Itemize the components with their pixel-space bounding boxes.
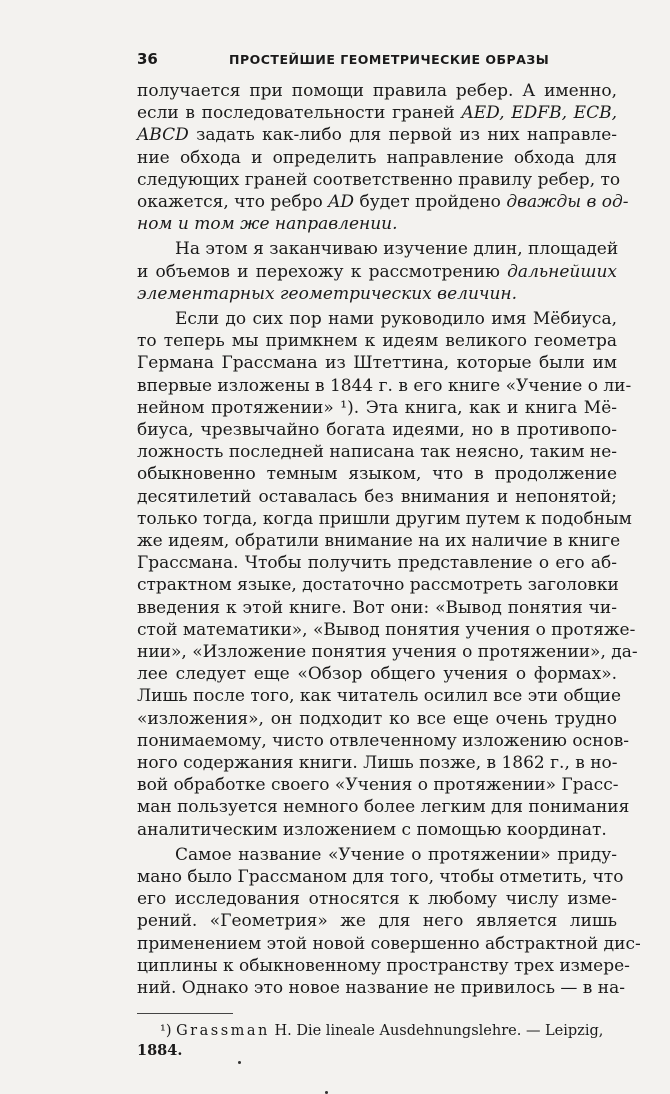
text-line: лее следует еще «Обзор общего учения о формах». <box>137 664 617 684</box>
text-line: вой обработке своего «Учения о протяжении» Грасс- <box>137 775 619 795</box>
text-line: аналитическим изложением с помощью координат. <box>137 820 607 840</box>
text-line: ложность последней написана так неясно, таким не- <box>137 442 617 462</box>
text-line: же идеям, обратили внимание на их наличие в книге <box>137 531 621 551</box>
footnote-year: 1884. <box>137 1042 183 1059</box>
text-line: следующих граней соответственно правилу ребер, то <box>137 170 621 190</box>
text-line: биуса, чрезвычайно богата идеями, но в противопо- <box>137 420 617 440</box>
text-line: обыкновенно темным языком, что в продолжение <box>137 464 617 484</box>
text-line: десятилетий оставалась без внимания и непонятой; <box>137 487 617 507</box>
text-line: «изложения», он подходит ко все еще очень трудно <box>137 709 617 729</box>
text-line: ного содержания книги. Лишь позже, в 1862 г., в но- <box>137 753 618 773</box>
text-line: введения к этой книге. Вот они: «Вывод понятия чи- <box>137 598 617 618</box>
text-line: и объемов и перехожу к рассмотрению дальнейших <box>137 262 617 282</box>
text-line: На этом я заканчиваю изучение длин, площадей <box>175 239 619 259</box>
text-line: окажется, что ребро AD будет пройдено дважды в од- <box>137 192 629 212</box>
text-line: получается при помощи правила ребер. А именно, <box>137 81 617 101</box>
text-line: понимаемому, чисто отвлеченному изложению основ- <box>137 731 630 751</box>
text-line: Самое название «Учение о протяжении» приду- <box>175 845 617 865</box>
text-line: то теперь мы примкнем к идеям великого геометра <box>137 331 617 351</box>
text-line: мано было Грассманом для того, чтобы отметить, что <box>137 867 624 887</box>
text-line: ман пользуется немного более легким для понимания <box>137 797 630 817</box>
text-line: рений. «Геометрия» же для него является лишь <box>137 911 617 931</box>
footnote-rule <box>137 1013 233 1014</box>
text-line: нии», «Изложение понятия учения о протяжении», да- <box>137 642 638 662</box>
running-title: ПРОСТЕЙШИЕ ГЕОМЕТРИЧЕСКИЕ ОБРАЗЫ <box>229 52 550 67</box>
text-line: применением этой новой совершенно абстрактной дис- <box>137 934 641 954</box>
text-line: если в последовательности граней AED, EDFB, ECB, <box>137 103 617 123</box>
text-line: Если до сих пор нами руководило имя Мёбиуса, <box>175 309 617 329</box>
text-line: его исследования относятся к любому числу изме- <box>137 889 617 909</box>
text-line: Лишь после того, как читатель осилил все эти общие <box>137 686 622 706</box>
footnote: ¹) Grassman H. Die lineale Ausdehnungslehre. — Leipzig, <box>160 1023 604 1039</box>
text-line: элементарных геометрических величин. <box>137 284 518 304</box>
print-speck <box>238 1061 241 1064</box>
text-line: нейном протяжении» ¹). Эта книга, как и книга Мё- <box>137 398 617 418</box>
text-line: ний. Однако это новое название не привилось — в на- <box>137 978 625 998</box>
page-number: 36 <box>137 50 158 68</box>
text-line: впервые изложены в 1844 г. в его книге «Учение о ли- <box>137 376 632 396</box>
text-line: ABCD задать как-либо для первой из них направле- <box>137 125 617 145</box>
text-line: Грассмана. Чтобы получить представление о его аб- <box>137 553 617 573</box>
text-line: Германа Грассмана из Штеттина, которые были им <box>137 353 617 373</box>
text-line: только тогда, когда пришли другим путем к подобным <box>137 509 632 529</box>
text-line: страктном языке, достаточно рассмотреть заголовки <box>137 575 619 595</box>
page-header <box>137 50 617 72</box>
text-line: ном и том же направлении. <box>137 214 398 234</box>
text-line: ние обхода и определить направление обхода для <box>137 148 617 168</box>
text-line: циплины к обыкновенному пространству трех измере- <box>137 956 630 976</box>
text-line: стой математики», «Вывод понятия учения о протяже- <box>137 620 636 640</box>
